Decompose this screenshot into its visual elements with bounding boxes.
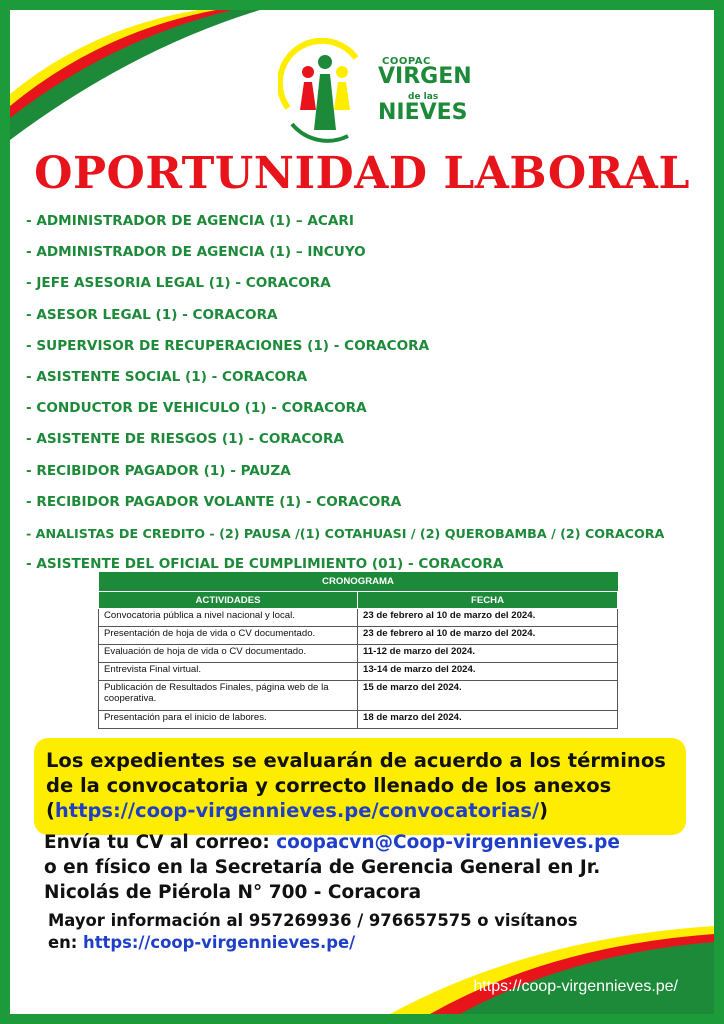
website-link[interactable]: https://coop-virgennieves.pe/ — [83, 933, 356, 952]
date-cell: 23 de febrero al 10 de marzo del 2024. — [358, 609, 618, 627]
footer-url[interactable]: https://coop-virgennieves.pe/ — [473, 978, 678, 995]
activity-cell: Presentación de hoja de vida o CV documentado. — [99, 627, 358, 645]
job-item: - SUPERVISOR DE RECUPERACIONES (1) - CORACORA — [26, 337, 430, 354]
date-cell: 13-14 de marzo del 2024. — [358, 663, 618, 681]
page-title: OPORTUNIDAD LABORAL — [34, 148, 690, 199]
table-row — [99, 645, 618, 663]
schedule-title: CRONOGRAMA — [99, 572, 618, 592]
poster — [10, 10, 714, 1014]
job-item: - JEFE ASESORIA LEGAL (1) - CORACORA — [26, 275, 331, 292]
job-item: - ASISTENTE SOCIAL (1) - CORACORA — [26, 368, 308, 385]
job-item: - ASESOR LEGAL (1) - CORACORA — [26, 306, 278, 323]
table-row — [99, 627, 618, 645]
column-header-date: FECHA — [358, 592, 618, 609]
notice-text: Los expedientes se evaluarán de acuerdo a los términos de la convocatoria y correcto llenado de los anexos ( — [46, 749, 666, 822]
job-item: - RECIBIDOR PAGADOR (1) - PAUZA — [26, 462, 291, 479]
contact-info — [44, 830, 620, 905]
job-item: - ADMINISTRADOR DE AGENCIA (1) – INCUYO — [26, 244, 366, 261]
activity-cell: Entrevista Final virtual. — [99, 663, 358, 681]
logo-figures-icon — [278, 38, 378, 148]
table-row — [99, 663, 618, 681]
more-info-line-1: Mayor información al 957269936 / 976657575 o visítanos — [48, 911, 578, 930]
date-cell: 15 de marzo del 2024. — [358, 681, 618, 711]
convocatorias-link[interactable]: https://coop-virgennieves.pe/convocatorias/ — [54, 799, 540, 822]
column-header-activities: ACTIVIDADES — [99, 592, 358, 609]
logo-coopac: COOPAC — [382, 56, 431, 67]
notice-close: ) — [539, 799, 549, 822]
notice-box — [34, 738, 686, 835]
logo — [278, 38, 478, 148]
job-item: - CONDUCTOR DE VEHICULO (1) - CORACORA — [26, 400, 367, 417]
job-item: - ADMINISTRADOR DE AGENCIA (1) – ACARI — [26, 213, 354, 229]
table-row — [99, 681, 618, 711]
activity-cell: Evaluación de hoja de vida o CV documentado. — [99, 645, 358, 663]
job-item: - ANALISTAS DE CREDITO - (2) PAUSA /(1) COTAHUASI / (2) QUEROBAMBA / (2) CORACORA — [26, 525, 665, 541]
schedule-table — [98, 572, 618, 729]
job-list — [26, 206, 664, 580]
job-item: - ASISTENTE DE RIESGOS (1) - CORACORA — [26, 431, 344, 448]
email-link[interactable]: coopacvn@Coop-virgennieves.pe — [276, 832, 620, 853]
date-cell: 11-12 de marzo del 2024. — [358, 645, 618, 663]
logo-nieves: NIEVES — [378, 100, 468, 125]
contact-line-2: o en físico en la Secretaría de Gerencia General en Jr. — [44, 857, 601, 878]
contact-line-3: Nicolás de Piérola N° 700 - Coracora — [44, 882, 422, 903]
date-cell: 23 de febrero al 10 de marzo del 2024. — [358, 627, 618, 645]
logo-de-las: de las — [408, 92, 439, 102]
job-item: - RECIBIDOR PAGADOR VOLANTE (1) - CORACORA — [26, 493, 402, 510]
activity-cell: Convocatoria pública a nivel nacional y local. — [99, 609, 358, 627]
date-cell: 18 de marzo del 2024. — [358, 711, 618, 729]
table-row — [99, 711, 618, 729]
activity-cell: Publicación de Resultados Finales, página web de la cooperativa. — [99, 681, 358, 711]
more-info-prefix: en: — [48, 933, 84, 952]
logo-virgen: VIRGEN — [378, 64, 472, 89]
contact-prefix: Envía tu CV al correo: — [44, 832, 277, 853]
table-row — [99, 609, 618, 627]
activity-cell: Presentación para el inicio de labores. — [99, 711, 358, 729]
job-item: - ASISTENTE DEL OFICIAL DE CUMPLIMIENTO (01) - CORACORA — [26, 556, 504, 573]
more-info — [48, 910, 577, 954]
